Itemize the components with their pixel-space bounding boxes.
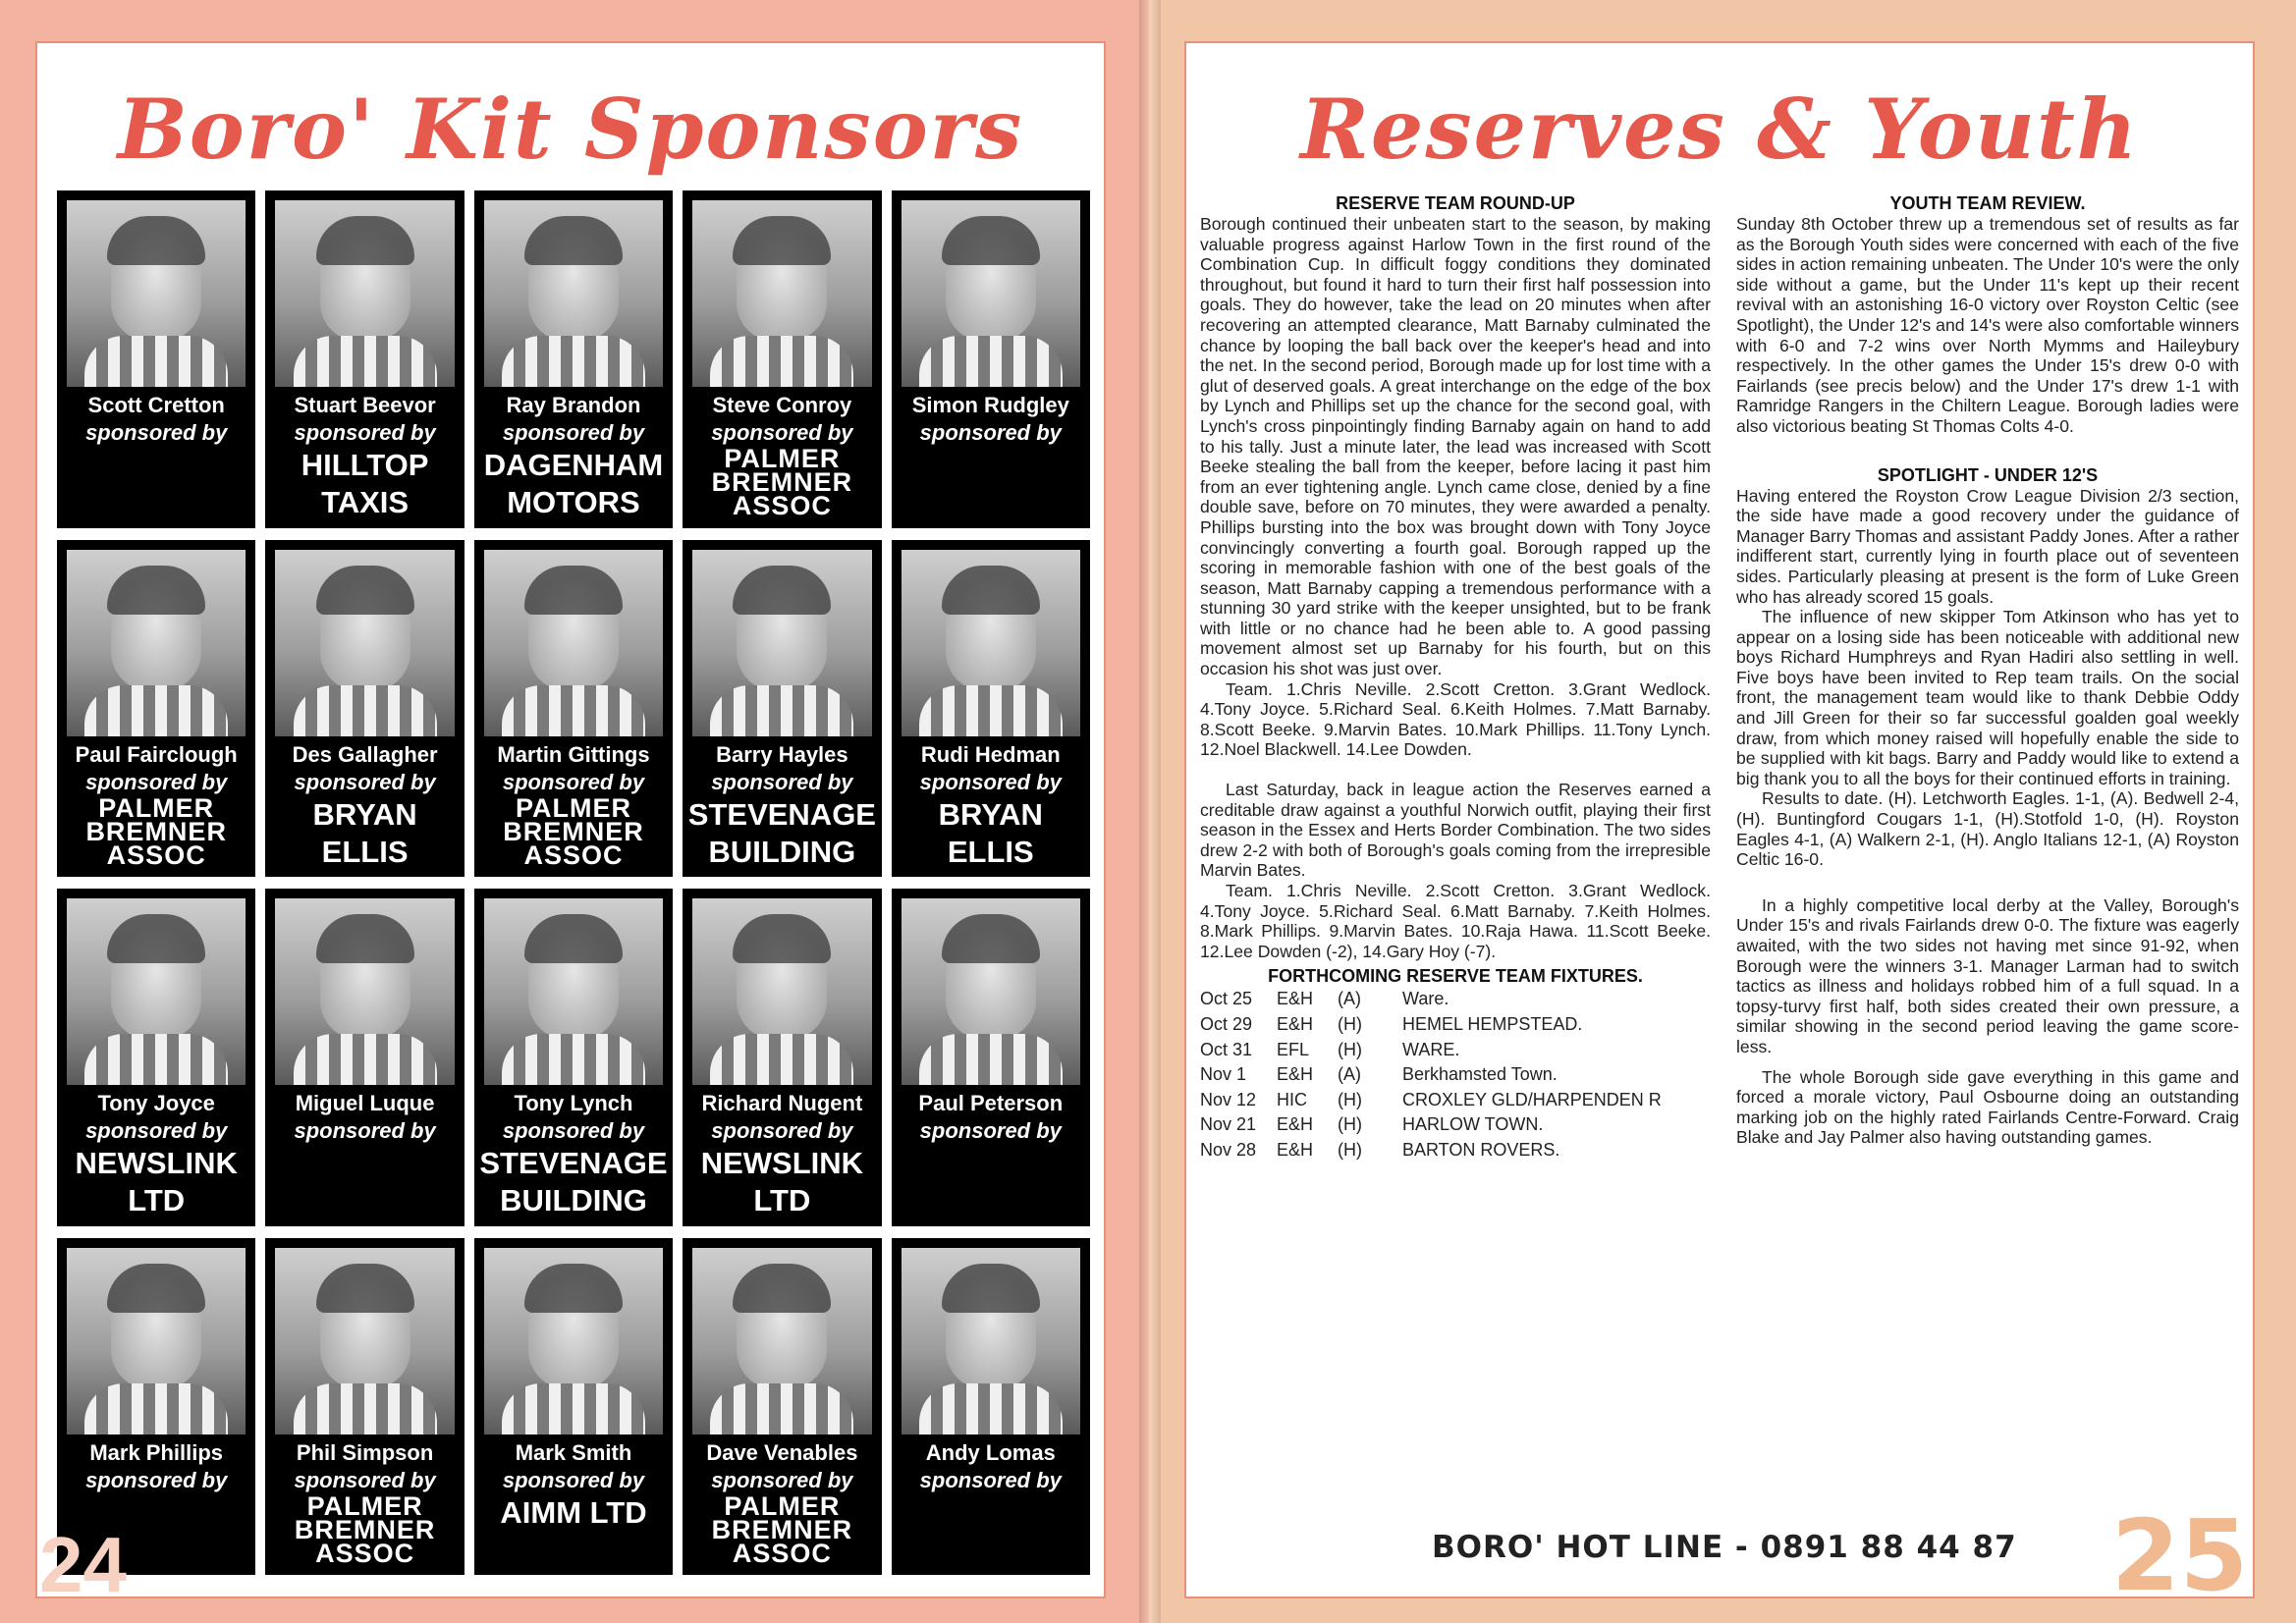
fixture-opponent: Ware. xyxy=(1402,989,1449,1009)
player-card xyxy=(57,190,255,528)
derby-p2: The whole Borough side gave everything in this game and forced a morale victory, Paul Osbourne doing an outstanding marking job on the highly rated Fairlands Centre-Forward. Craig Blake and Jay Palmer also having outstanding games. xyxy=(1736,1066,2239,1148)
player-card xyxy=(57,540,255,878)
reserve-column xyxy=(1200,192,1711,1163)
player-photo xyxy=(484,200,663,387)
fixture-row xyxy=(1200,1138,1711,1163)
sponsored-by-label: sponsored by xyxy=(711,1118,853,1143)
fixture-comp: E&H xyxy=(1277,1013,1314,1034)
spotlight-results: Results to date. (H). Letchworth Eagles. 1-1, (A). Bedwell 2-4, (H). Buntingford Cougars 1-1, (H).Stotfold 1-0, (H). Royston Eagles 4-1, (A) Walkern 2-1, (H). Anglo Italians 12-1, (A) Royston Celtic 16-0. xyxy=(1736,788,2239,870)
player-photo xyxy=(692,550,871,736)
player-card xyxy=(474,540,673,878)
fixture-row xyxy=(1200,1112,1711,1138)
sponsored-by-label: sponsored by xyxy=(294,769,436,794)
sponsor-name: STEVENAGE BUILDING xyxy=(479,1146,668,1217)
player-card xyxy=(892,889,1090,1226)
player-name: Richard Nugent xyxy=(701,1091,863,1115)
fixture-comp: E&H xyxy=(1277,989,1314,1009)
sponsored-by-label: sponsored by xyxy=(294,1118,436,1143)
youth-column xyxy=(1736,192,2239,1148)
reserve-heading: RESERVE TEAM ROUND-UP xyxy=(1336,193,1575,213)
sponsored-by-label: sponsored by xyxy=(502,1467,645,1492)
reserve-team-1: Team. 1.Chris Neville. 2.Scott Cretton. 3.Grant Wedlock. 4.Tony Joyce. 5.Richard Seal. 6.Keith Holmes. 7.Matt Barnaby. 8.Scott Beeke. 9.Marvin Bates. 10.Mark Phillips. 11.Tony Lynch. 12.Noel Blackwell. 14.Lee Dowden. xyxy=(1200,678,1711,760)
player-photo xyxy=(67,1248,246,1434)
fixture-date: Nov 28 xyxy=(1200,1139,1257,1160)
player-card xyxy=(474,1238,673,1576)
sponsor-name: PALMER BREMNER ASSOC xyxy=(85,792,227,870)
player-grid xyxy=(57,190,1090,1575)
fixture-venue: (H) xyxy=(1338,1139,1362,1160)
fixture-date: Nov 1 xyxy=(1200,1064,1247,1085)
sponsored-by-label: sponsored by xyxy=(711,1467,853,1492)
player-card xyxy=(57,889,255,1226)
fixture-comp: EFL xyxy=(1277,1039,1310,1059)
player-card xyxy=(892,190,1090,528)
player-photo xyxy=(275,898,454,1085)
sponsor-name: HILLTOP TAXIS xyxy=(301,448,429,519)
player-name: Steve Conroy xyxy=(712,393,852,417)
reserve-team-2: Team. 1.Chris Neville. 2.Scott Cretton. 3.Grant Wedlock. 4.Tony Joyce. 5.Richard Seal. 6.Matt Barnaby. 7.Keith Holmes. 8.Mark Phillips. 9.Marvin Bates. 10.Raja Hawa. 11.Scott Beeke. 12.Lee Dowden (-2), 14.Gary Hoy (-7). xyxy=(1200,881,1711,961)
sponsor-name: NEWSLINK LTD xyxy=(700,1146,864,1217)
player-card xyxy=(474,889,673,1226)
player-photo xyxy=(692,898,871,1085)
sponsored-by-label: sponsored by xyxy=(919,420,1062,445)
fixture-venue: (A) xyxy=(1338,1064,1361,1085)
fixture-row xyxy=(1200,1038,1711,1063)
player-name: Paul Peterson xyxy=(918,1091,1064,1115)
sponsored-by-label: sponsored by xyxy=(294,420,436,445)
hotline-banner: BORO' HOT LINE - 0891 88 44 87 xyxy=(1432,1530,2017,1565)
player-name: Martin Gittings xyxy=(497,741,650,767)
page-number-right: 25 xyxy=(2111,1498,2249,1613)
player-photo xyxy=(275,550,454,736)
sponsored-by-label: sponsored by xyxy=(919,769,1062,794)
player-name: Paul Fairclough xyxy=(75,741,238,767)
sponsored-by-label: sponsored by xyxy=(711,769,853,794)
fixture-row xyxy=(1200,1062,1711,1088)
fixtures-table xyxy=(1200,987,1711,1163)
player-name: Simon Rudgley xyxy=(911,393,1069,417)
reserves-youth-title: Reserves & Youth xyxy=(1300,81,2139,178)
fixtures-heading: FORTHCOMING RESERVE TEAM FIXTURES. xyxy=(1268,966,1643,987)
sponsor-name: PALMER BREMNER ASSOC xyxy=(711,1490,853,1568)
player-photo xyxy=(275,1248,454,1434)
fixture-opponent: BARTON ROVERS. xyxy=(1402,1139,1560,1160)
fixture-opponent: HARLOW TOWN. xyxy=(1402,1114,1544,1135)
fixture-row xyxy=(1200,1012,1711,1038)
fixture-opponent: WARE. xyxy=(1402,1039,1460,1059)
right-page xyxy=(1149,0,2296,1623)
fixture-date: Oct 25 xyxy=(1200,989,1253,1009)
player-card xyxy=(265,190,464,528)
fixture-date: Oct 31 xyxy=(1200,1039,1253,1059)
player-name: Ray Brandon xyxy=(506,393,641,417)
fixture-venue: (H) xyxy=(1338,1089,1362,1109)
youth-heading: YOUTH TEAM REVIEW. xyxy=(1889,193,2086,213)
player-photo xyxy=(275,200,454,387)
fixture-opponent: CROXLEY GLD/HARPENDEN R xyxy=(1402,1089,1662,1109)
player-name: Tony Lynch xyxy=(514,1091,633,1115)
player-photo xyxy=(692,1248,871,1434)
sponsored-by-label: sponsored by xyxy=(502,769,645,794)
sponsor-name: BRYAN ELLIS xyxy=(312,796,417,869)
fixture-row xyxy=(1200,987,1711,1012)
sponsor-name: STEVENAGE BUILDING xyxy=(687,796,876,869)
player-card xyxy=(683,190,881,528)
sponsor-name: PALMER BREMNER ASSOC xyxy=(294,1490,436,1568)
player-name: Barry Hayles xyxy=(716,741,848,767)
sponsor-name: NEWSLINK LTD xyxy=(75,1146,238,1217)
player-name: Andy Lomas xyxy=(925,1439,1056,1465)
sponsored-by-label: sponsored by xyxy=(85,769,228,794)
fixture-opponent: Berkhamsted Town. xyxy=(1402,1064,1558,1085)
player-name: Phil Simpson xyxy=(296,1439,434,1465)
player-card xyxy=(265,889,464,1226)
youth-review: Sunday 8th October threw up a tremendous set of results as far as the Borough Youth sides were concerned with each of the five sides in action remaining unbeaten. The Under 10's were the only side without a game, but the Under 11's kept up their recent revival with an astonishing 16-0 victory over Royston Celtic (see Spotlight), the Under 12's and 14's were also comfortable winners with 6-0 and 7-2 wins over North Mymms and Haileybury respectively. In the other games the Under 15's drew 0-0 with Fairlands (see precis below) and the Under 17's drew 1-1 with Ramridge Rangers in the Chiltern League. Borough ladies were also victorious beating St Thomas Colts 4-0. xyxy=(1736,214,2239,436)
player-photo xyxy=(67,898,246,1085)
player-name: Mark Smith xyxy=(515,1439,632,1465)
player-name: Des Gallagher xyxy=(292,741,438,767)
player-photo xyxy=(484,898,663,1085)
spotlight-p2: The influence of new skipper Tom Atkinson who has yet to appear on a losing side has been noticeable with additional new boys Richard Humphreys and Ryan Hadiri also settling in well. Five boys have been invited to Rep team trails. On the social front, the management team would like to thank Debbie Oddy and Jill Green for their so far successful goalden goal weekly draw, from which money raised will hopefully enable the side to be supplied with kit bags. Barry and Paddy would like to extend a big thank you to all the boys for their continued efforts in training. xyxy=(1736,607,2239,788)
sponsor-name: AIMM LTD xyxy=(500,1494,647,1530)
fixture-venue: (H) xyxy=(1338,1039,1362,1059)
sponsored-by-label: sponsored by xyxy=(85,420,228,445)
sponsored-by-label: sponsored by xyxy=(502,420,645,445)
player-card xyxy=(683,540,881,878)
player-photo xyxy=(902,200,1080,387)
sponsor-name: PALMER BREMNER ASSOC xyxy=(711,444,853,520)
fixture-date: Oct 29 xyxy=(1200,1013,1253,1034)
sponsored-by-label: sponsored by xyxy=(919,1118,1062,1143)
player-card xyxy=(683,1238,881,1576)
sponsored-by-label: sponsored by xyxy=(502,1118,645,1143)
player-photo xyxy=(902,898,1080,1085)
player-photo xyxy=(67,200,246,387)
fixture-comp: E&H xyxy=(1277,1114,1314,1135)
sponsored-by-label: sponsored by xyxy=(294,1467,436,1492)
player-name: Scott Cretton xyxy=(87,393,225,417)
reserve-report-2: Last Saturday, back in league action the Reserves earned a creditable draw against a youthful Norwich outfit, playing their first season in the Essex and Herts Border Combination. The two sides drew 2-2 with both of Borough's goals coming from the irrepresible Marvin Bates. xyxy=(1200,780,1711,881)
kit-sponsors-title: Boro' Kit Sponsors xyxy=(117,81,1024,178)
fixture-date: Nov 12 xyxy=(1200,1089,1257,1109)
player-card xyxy=(892,1238,1090,1576)
sponsored-by-label: sponsored by xyxy=(711,420,853,445)
player-card xyxy=(474,190,673,528)
fixture-venue: (H) xyxy=(1338,1013,1362,1034)
player-card xyxy=(683,889,881,1226)
player-name: Rudi Hedman xyxy=(920,741,1061,767)
player-photo xyxy=(692,200,871,387)
sponsored-by-label: sponsored by xyxy=(85,1118,228,1143)
page-number-left: 24 xyxy=(39,1521,127,1608)
sponsored-by-label: sponsored by xyxy=(919,1467,1062,1492)
fixture-comp: E&H xyxy=(1277,1139,1314,1160)
sponsor-name: PALMER BREMNER ASSOC xyxy=(503,792,644,870)
player-photo xyxy=(484,1248,663,1434)
fixture-date: Nov 21 xyxy=(1200,1114,1257,1135)
player-photo xyxy=(484,550,663,736)
player-name: Stuart Beevor xyxy=(294,393,436,417)
spotlight-p1: Having entered the Royston Crow League Division 2/3 section, the side have made a good recovery under the guidance of Manager Barry Thomas and assistant Paddy Jones. After a rather indifferent start, currently lying in fourth place out of seventeen sides. Particularly pleasing at present is the form of Luke Green who has already scored 15 goals. xyxy=(1736,485,2239,607)
spotlight-heading: SPOTLIGHT - UNDER 12'S xyxy=(1877,464,2099,485)
fixture-row xyxy=(1200,1088,1711,1113)
sponsor-name: DAGENHAM MOTORS xyxy=(483,448,664,519)
player-photo xyxy=(902,550,1080,736)
sponsored-by-label: sponsored by xyxy=(85,1467,228,1492)
fixture-comp: E&H xyxy=(1277,1064,1314,1085)
player-name: Tony Joyce xyxy=(97,1091,215,1115)
reserve-report: Borough continued their unbeaten start to the season, by making valuable progress against Harlow Town in the first round of the Combination Cup. In difficult foggy conditions they dominated throughout, but found it hard to turn their first half possession into goals. They do however, take the lead on 20 minutes when after recovering an attempted clearance, Matt Barnaby culminated the chance by looping the ball back over the keeper's head and into the net. In the second period, Borough made up for lost time with a glut of deserved goals. A great interchange on the edge of the box by Lynch and Phillips set up the chance for the second goal, with Lynch's cross pinpointingly finding Barnaby again on hand to add to his tally. Just a minute later, the lead was increased with Scott Beeke stealing the ball from the keeper, before lacing it past him from an ever tightening angle. Lynch came close, denied by a fine double save, before on 70 minutes, they were awarded a penalty. Phillips bursting into the box was brought down with Tony Joyce convincingly converting a fourth goal. Borough rapped up the scoring in memorable fashion with one of the best goals of the season, Matt Barnaby capping a tremendous performance with a stunning 30 yard strike with the keeper unsighted, but to be frank with little or no chance had he been able to. A good passing movement almost set up Barnaby for his fourth, but on this occasion his shot was just over. xyxy=(1200,214,1711,679)
fixture-venue: (H) xyxy=(1338,1114,1362,1135)
player-photo xyxy=(902,1248,1080,1434)
player-name: Mark Phillips xyxy=(89,1439,224,1465)
left-page-panel xyxy=(35,41,1106,1598)
player-photo xyxy=(67,550,246,736)
player-card xyxy=(265,540,464,878)
derby-p1: In a highly competitive local derby at the Valley, Borough's Under 15's and rivals Fairlands drew 0-0. The fixture was eagerly awaited, with the two sides not having met since 91-92, when Borough were the winners 3-1. Manager Larman had to switch tactics as illness and holidays robbed him of a full squad. In a topsy-turvy first half, both sides created their own pressure, a similar showing in the second period leaving the game score-less. xyxy=(1736,894,2239,1056)
player-name: Dave Venables xyxy=(706,1439,858,1465)
fixture-comp: HIC xyxy=(1277,1089,1307,1109)
fixture-venue: (A) xyxy=(1338,989,1361,1009)
player-name: Miguel Luque xyxy=(295,1091,435,1115)
player-card xyxy=(892,540,1090,878)
fixture-opponent: HEMEL HEMPSTEAD. xyxy=(1402,1013,1583,1034)
right-page-panel xyxy=(1184,41,2255,1613)
sponsor-name: BRYAN ELLIS xyxy=(938,796,1043,869)
page-gutter xyxy=(1139,0,1161,1623)
player-card xyxy=(265,1238,464,1576)
